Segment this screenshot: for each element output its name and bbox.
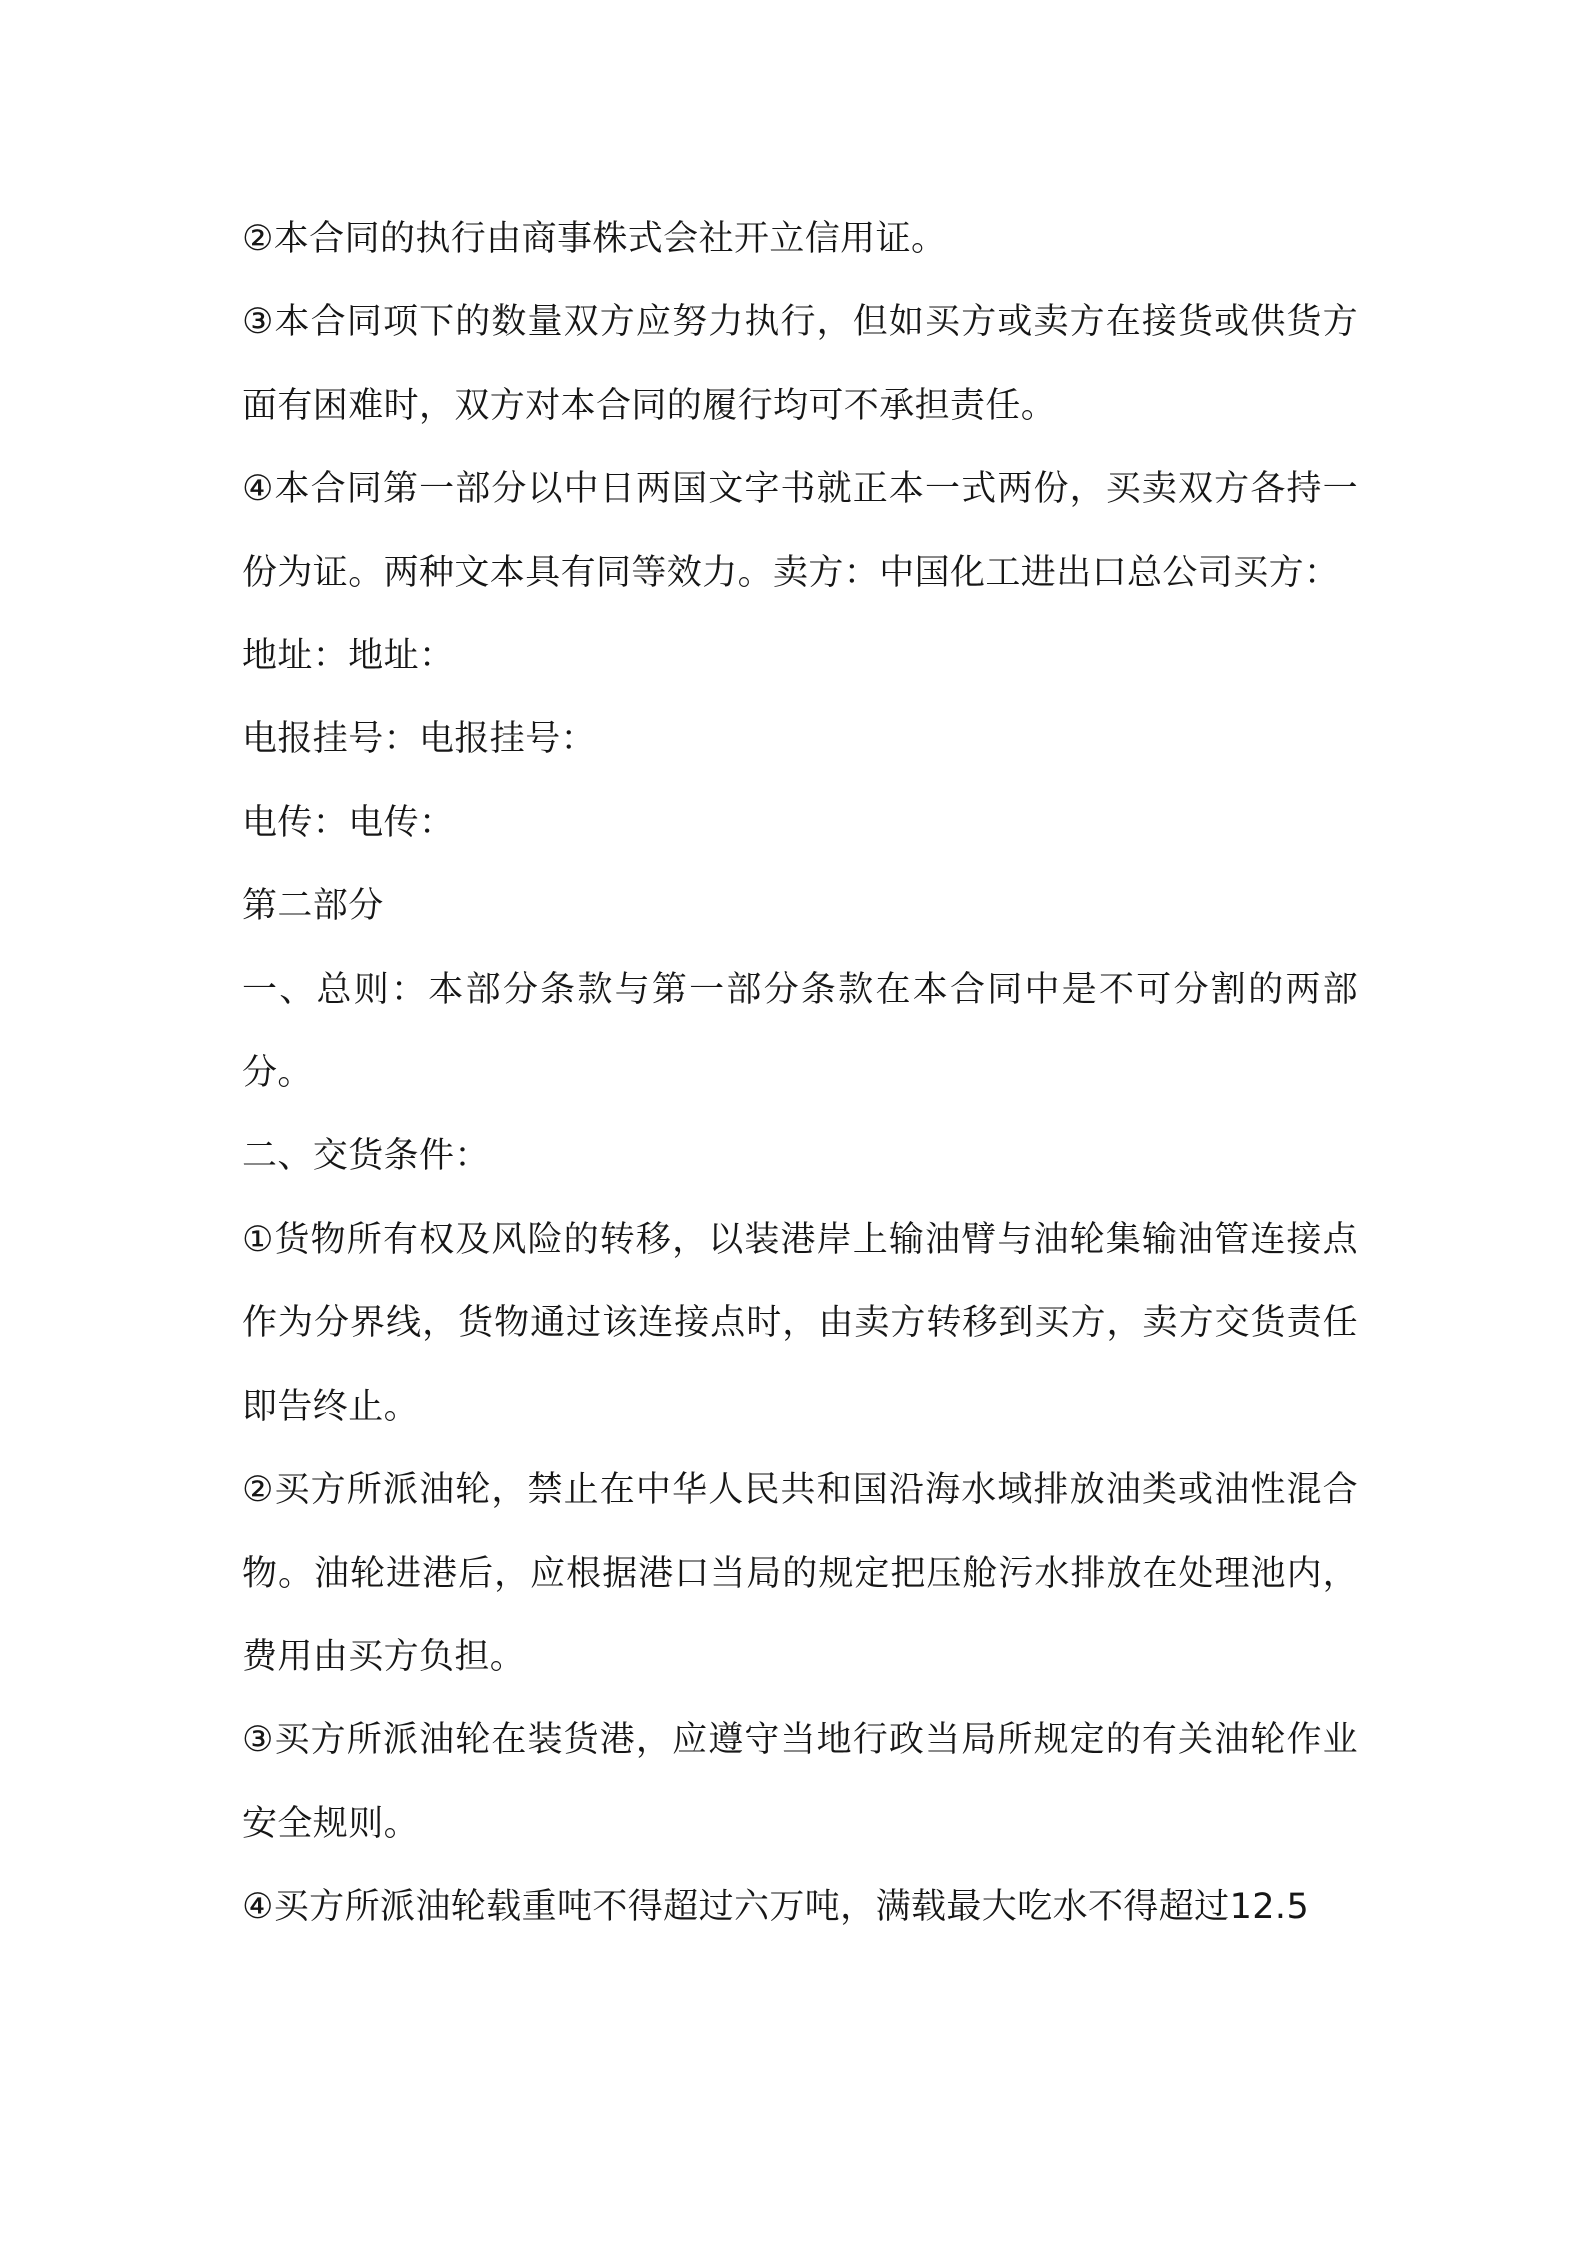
cable-address-line: 电报挂号：电报挂号： (242, 719, 597, 760)
paragraph-clause-2: ②本合同的执行由商事株式会社开立信用证。 (242, 219, 947, 259)
delivery-clause-3: ③买方所派油轮在装货港，应遵守当地行政当局所规定的有关油轮作业安全规则。 (242, 1720, 1358, 1844)
general-provisions: 一、总则：本部分条款与第一部分条款在本合同中是不可分割的两部分。 (242, 969, 1358, 1094)
paragraph-clause-4: ④本合同第一部分以中日两国文字书就正本一式两份，买卖双方各持一份为证。两种文本具有同等效力。卖方：中国化工进出口总公司买方： (242, 469, 1358, 593)
delivery-clause-4: ④买方所派油轮载重吨不得超过六万吨，满载最大吃水不得超过12.5 (242, 1887, 1310, 1928)
telex-line: 电传：电传： (242, 802, 455, 843)
delivery-clause-1: ①货物所有权及风险的转移，以装港岸上输油臂与油轮集输油管连接点作为分界线，货物通过该连接点时，由卖方转移到买方，卖方交货责任即告终止。 (242, 1219, 1358, 1427)
delivery-clause-2: ②买方所派油轮，禁止在中华人民共和国沿海水域排放油类或油性混合物。油轮进港后，应根据港口当局的规定把压舱污水排放在处理池内，费用由买方负担。 (242, 1470, 1358, 1677)
section-heading-part-two: 第二部分 (242, 886, 384, 927)
delivery-conditions-heading: 二、交货条件： (242, 1136, 490, 1177)
address-line: 地址：地址： (242, 636, 455, 677)
contract-body (242, 198, 1358, 1950)
paragraph-clause-3: ③本合同项下的数量双方应努力执行，但如买方或卖方在接货或供货方面有困难时，双方对本合同的履行均可不承担责任。 (242, 302, 1358, 426)
